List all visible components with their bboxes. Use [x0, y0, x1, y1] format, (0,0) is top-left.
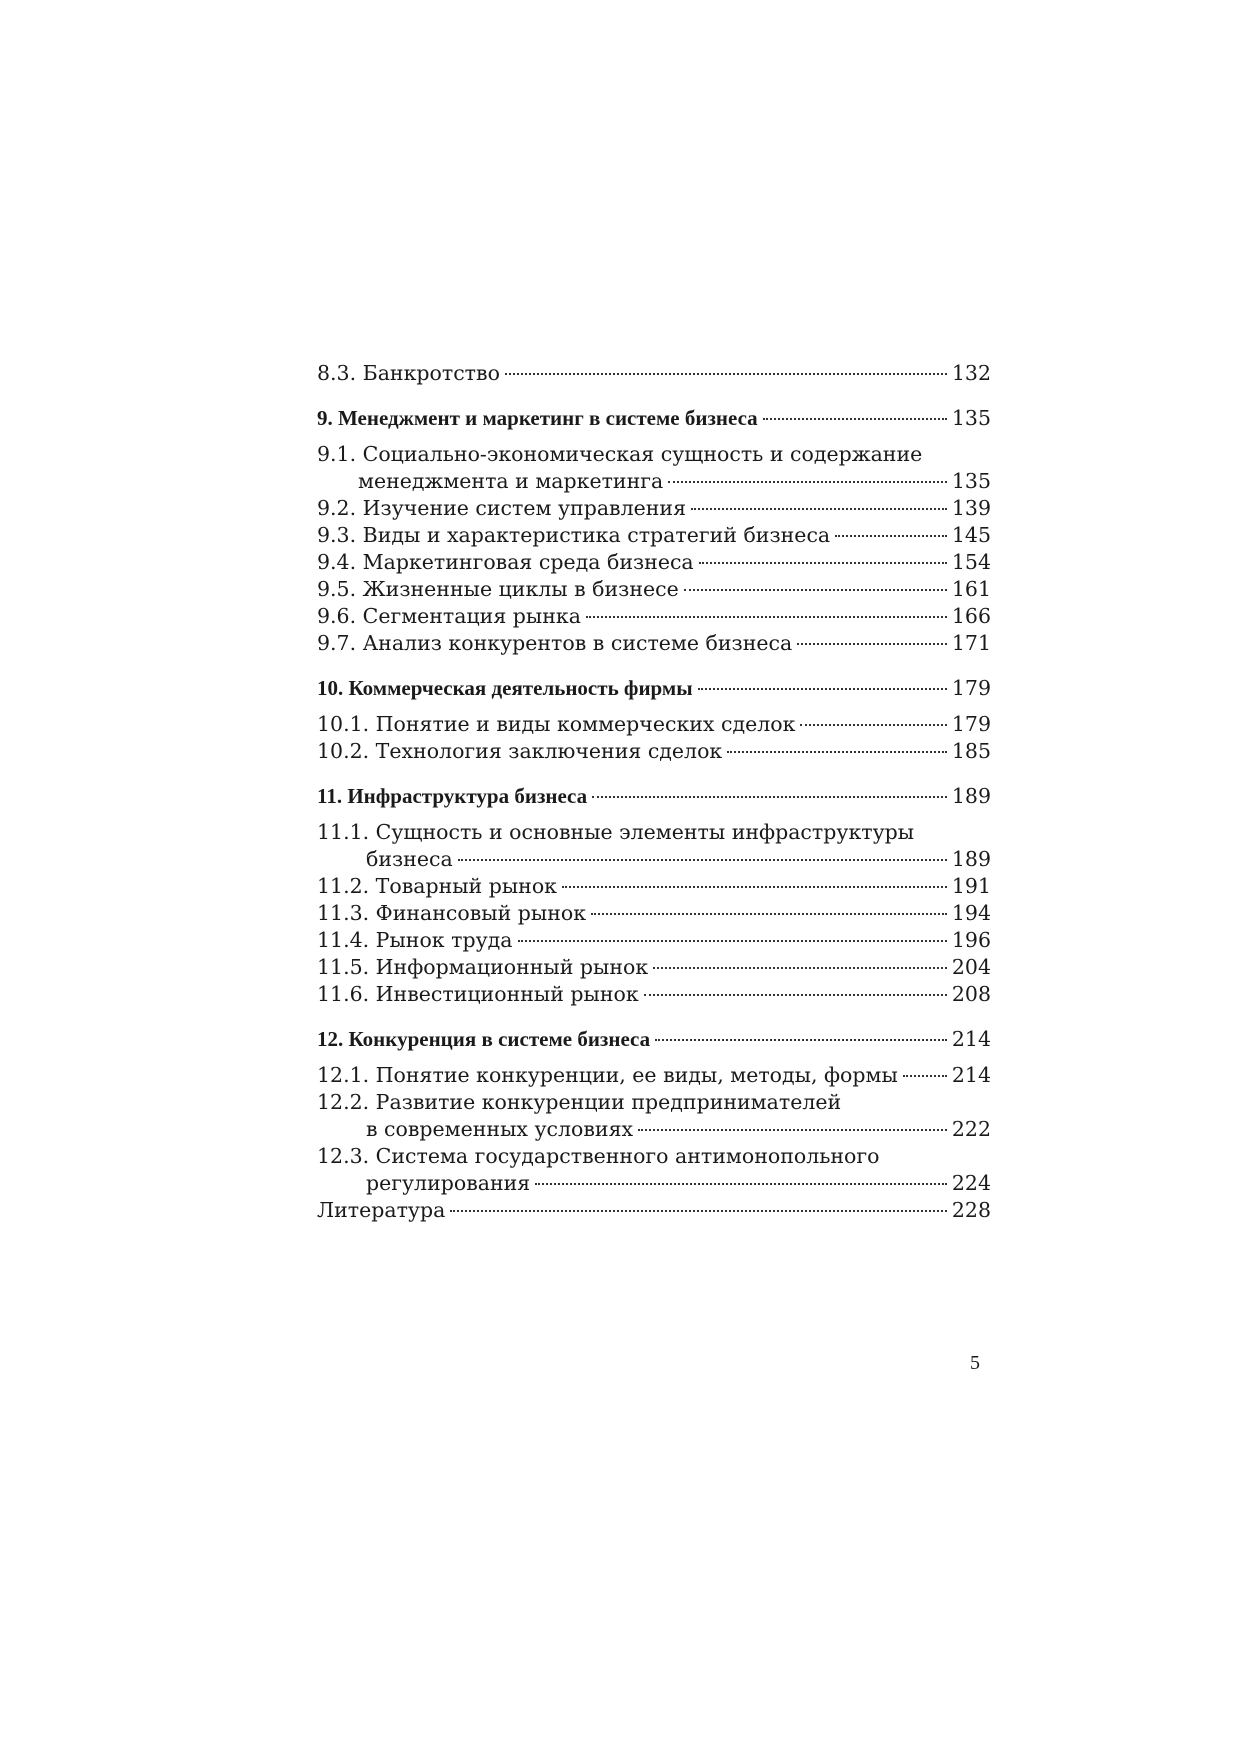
dot-leader [655, 1039, 947, 1041]
toc-entry [317, 630, 991, 657]
toc-chapter-heading [317, 675, 991, 702]
dot-leader [518, 940, 947, 942]
toc-entry-title: 11.5. Информационный рынок [317, 955, 649, 979]
toc-entry-title: 11. Инфраструктура бизнеса [317, 784, 588, 808]
dot-leader [835, 535, 947, 537]
toc-entry [317, 711, 991, 738]
toc-entry [317, 495, 991, 522]
toc-entry-title-continued: в современных условиях [366, 1117, 634, 1141]
toc-entry-title: 8.3. Банкротство [317, 361, 500, 385]
toc-chapter-heading [317, 783, 991, 810]
toc-entry-title: 9.4. Маркетинговая среда бизнеса [317, 550, 694, 574]
toc-page-number: 224 [951, 1171, 991, 1195]
toc-entry [317, 927, 991, 954]
toc-entry-title: 9. Менеджмент и маркетинг в системе бизнеса [317, 406, 758, 430]
dot-leader [727, 751, 947, 753]
toc-page-number: 179 [951, 712, 991, 736]
dot-leader [458, 859, 947, 861]
toc-entry-title: 9.3. Виды и характеристика стратегий бизнеса [317, 523, 831, 547]
toc-page-number: 166 [951, 604, 991, 628]
toc-page-number: 208 [951, 982, 991, 1006]
toc-page-number: 145 [951, 523, 991, 547]
toc-entry [317, 576, 991, 603]
dot-leader [592, 796, 947, 798]
toc-entry-title: 11.6. Инвестиционный рынок [317, 982, 639, 1006]
toc-entry [317, 468, 991, 495]
toc-entry [317, 360, 991, 387]
toc-page-number: 185 [951, 739, 991, 763]
dot-leader [644, 994, 947, 996]
dot-leader [653, 967, 947, 969]
toc-entry-title: 12.1. Понятие конкуренции, ее виды, методы, формы [317, 1063, 898, 1087]
dot-leader [699, 562, 947, 564]
toc-page-number: 135 [951, 469, 991, 493]
dot-leader [691, 508, 947, 510]
toc-entry-title: 12. Конкуренция в системе бизнеса [317, 1027, 651, 1051]
toc-entry [317, 549, 991, 576]
toc-entry-title: 9.5. Жизненные циклы в бизнесе [317, 577, 679, 601]
toc-page-number: 189 [951, 784, 991, 808]
toc-page-number: 179 [951, 676, 991, 700]
toc-entry-title: 11.3. Финансовый рынок [317, 901, 587, 925]
toc-entry-title-continued: регулирования [366, 1171, 531, 1195]
table-of-contents [317, 360, 991, 1224]
toc-entry [317, 1197, 991, 1224]
toc-page-number: 196 [951, 928, 991, 952]
toc-page-number: 222 [951, 1117, 991, 1141]
dot-leader [668, 481, 947, 483]
toc-page-number: 154 [951, 550, 991, 574]
toc-entry-title: 10.2. Технология заключения сделок [317, 739, 723, 763]
toc-entry-title: 9.7. Анализ конкурентов в системе бизнеса [317, 631, 793, 655]
dot-leader [586, 616, 947, 618]
toc-entry [317, 603, 991, 630]
dot-leader [684, 589, 947, 591]
toc-page-number: 228 [951, 1198, 991, 1222]
dot-leader [903, 1075, 947, 1077]
toc-page-number: 194 [951, 901, 991, 925]
page-number-footer: 5 [970, 1352, 980, 1374]
toc-entry-title: 11.4. Рынок труда [317, 928, 513, 952]
toc-entry-title-line: 12.3. Система государственного антимонопольного [317, 1144, 880, 1168]
toc-entry [317, 1062, 991, 1089]
toc-entry [317, 873, 991, 900]
toc-page-number: 132 [951, 361, 991, 385]
dot-leader [591, 913, 947, 915]
dot-leader [562, 886, 947, 888]
toc-chapter-heading [317, 405, 991, 432]
dot-leader [535, 1183, 947, 1185]
toc-entry-title: 10. Коммерческая деятельность фирмы [317, 676, 693, 700]
toc-page-number: 214 [951, 1027, 991, 1051]
dot-leader [638, 1129, 947, 1131]
dot-leader [800, 724, 946, 726]
toc-page-number: 214 [951, 1063, 991, 1087]
toc-page-number: 171 [951, 631, 991, 655]
dot-leader [797, 643, 947, 645]
dot-leader [450, 1210, 947, 1212]
toc-page-number: 191 [951, 874, 991, 898]
toc-entry [317, 846, 991, 873]
toc-entry [317, 1116, 991, 1143]
toc-page-number: 204 [951, 955, 991, 979]
toc-page-number: 189 [951, 847, 991, 871]
toc-entry [317, 981, 991, 1008]
toc-page-number: 139 [951, 496, 991, 520]
dot-leader [763, 418, 947, 420]
toc-entry-title: 9.2. Изучение систем управления [317, 496, 686, 520]
toc-entry [317, 1170, 991, 1197]
toc-entry-title: 11.2. Товарный рынок [317, 874, 557, 898]
toc-entry-title-continued: бизнеса [366, 847, 453, 871]
toc-entry-title: Литература [317, 1198, 446, 1222]
toc-entry-title-continued: менеджмента и маркетинга [358, 469, 664, 493]
toc-entry-title: 9.6. Сегментация рынка [317, 604, 581, 628]
toc-entry-title-line: 9.1. Социально-экономическая сущность и содержание [317, 442, 923, 466]
toc-page-number: 135 [951, 406, 991, 430]
toc-entry [317, 954, 991, 981]
toc-entry [317, 738, 991, 765]
toc-entry-title-line: 11.1. Сущность и основные элементы инфраструктуры [317, 820, 915, 844]
toc-entry [317, 900, 991, 927]
toc-entry [317, 522, 991, 549]
toc-chapter-heading [317, 1026, 991, 1053]
dot-leader [698, 688, 947, 690]
toc-entry-title: 10.1. Понятие и виды коммерческих сделок [317, 712, 796, 736]
toc-page-number: 161 [951, 577, 991, 601]
dot-leader [505, 373, 947, 375]
toc-entry-title-line: 12.2. Развитие конкуренции предпринимателей [317, 1090, 842, 1114]
